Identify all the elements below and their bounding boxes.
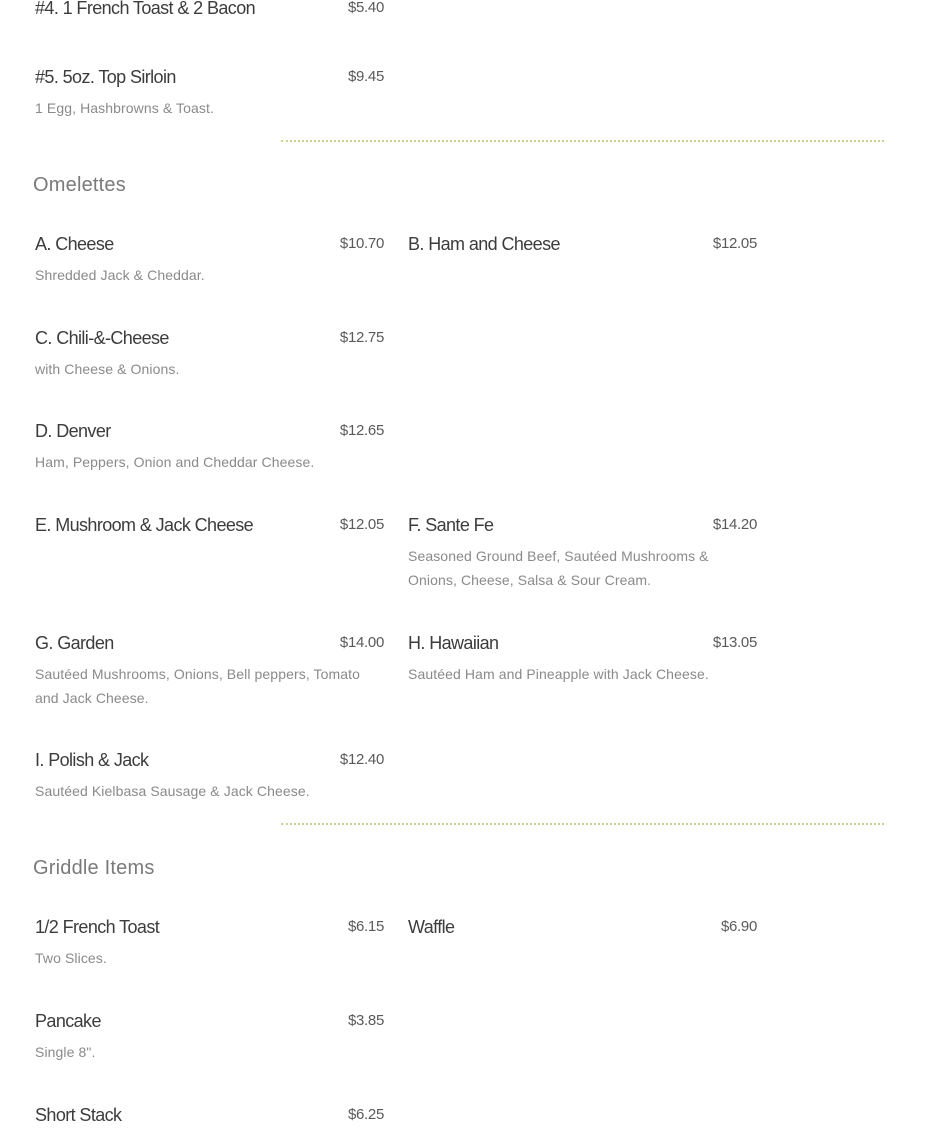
item-price: $6.25 [347, 1106, 384, 1123]
item-description: Shredded Jack & Cheddar. [35, 267, 205, 283]
item-price: $3.85 [347, 1012, 384, 1029]
item-name: H. Hawaiian [408, 633, 499, 653]
item-price: $5.40 [347, 0, 384, 16]
item-price: $13.05 [712, 634, 757, 651]
item-price: $6.15 [347, 918, 384, 935]
section-title-griddle-items: Griddle Items [33, 857, 155, 879]
item-name: G. Garden [35, 633, 114, 653]
item-price: $12.65 [339, 422, 384, 439]
item-price: $6.90 [720, 918, 757, 935]
item-name: #4. 1 French Toast & 2 Bacon [35, 0, 256, 18]
item-price: $10.70 [339, 235, 384, 252]
item-price: $14.00 [339, 634, 384, 651]
item-price: $9.45 [347, 68, 384, 85]
item-name: #5. 5oz. Top Sirloin [35, 67, 176, 87]
item-name: I. Polish & Jack [35, 750, 149, 770]
section-divider [281, 823, 884, 825]
item-name: Waffle [408, 917, 455, 937]
item-description: Sautéed Ham and Pineapple with Jack Cheese. [408, 666, 709, 682]
item-price: $12.05 [339, 516, 384, 533]
item-description: Ham, Peppers, Onion and Cheddar Cheese. [35, 454, 315, 470]
item-description: with Cheese & Onions. [35, 361, 180, 377]
item-name: C. Chili-&-Cheese [35, 328, 169, 348]
item-name: B. Ham and Cheese [408, 234, 560, 254]
item-price: $12.40 [339, 751, 384, 768]
item-description: Sautéed Mushrooms, Onions, Bell peppers, Tomato and Jack Cheese. [35, 666, 361, 706]
item-description: Seasoned Ground Beef, Sautéed Mushrooms & Onions, Cheese, Salsa & Sour Cream. [408, 548, 709, 588]
section-title-omelettes: Omelettes [33, 174, 126, 196]
item-description: Sautéed Kielbasa Sausage & Jack Cheese. [35, 783, 310, 799]
item-name: 1/2 French Toast [35, 917, 160, 937]
item-name: Short Stack [35, 1105, 122, 1125]
item-name: A. Cheese [35, 234, 114, 254]
item-description: Single 8". [35, 1044, 96, 1060]
item-description: Two Slices. [35, 950, 107, 966]
item-name: E. Mushroom & Jack Cheese [35, 515, 254, 535]
item-description: 1 Egg, Hashbrowns & Toast. [35, 100, 214, 116]
section-divider [281, 140, 884, 142]
item-name: Pancake [35, 1011, 101, 1031]
item-price: $14.20 [712, 516, 757, 533]
item-price: $12.05 [712, 235, 757, 252]
item-price: $12.75 [339, 329, 384, 346]
item-name: D. Denver [35, 421, 111, 441]
item-name: F. Sante Fe [408, 515, 494, 535]
